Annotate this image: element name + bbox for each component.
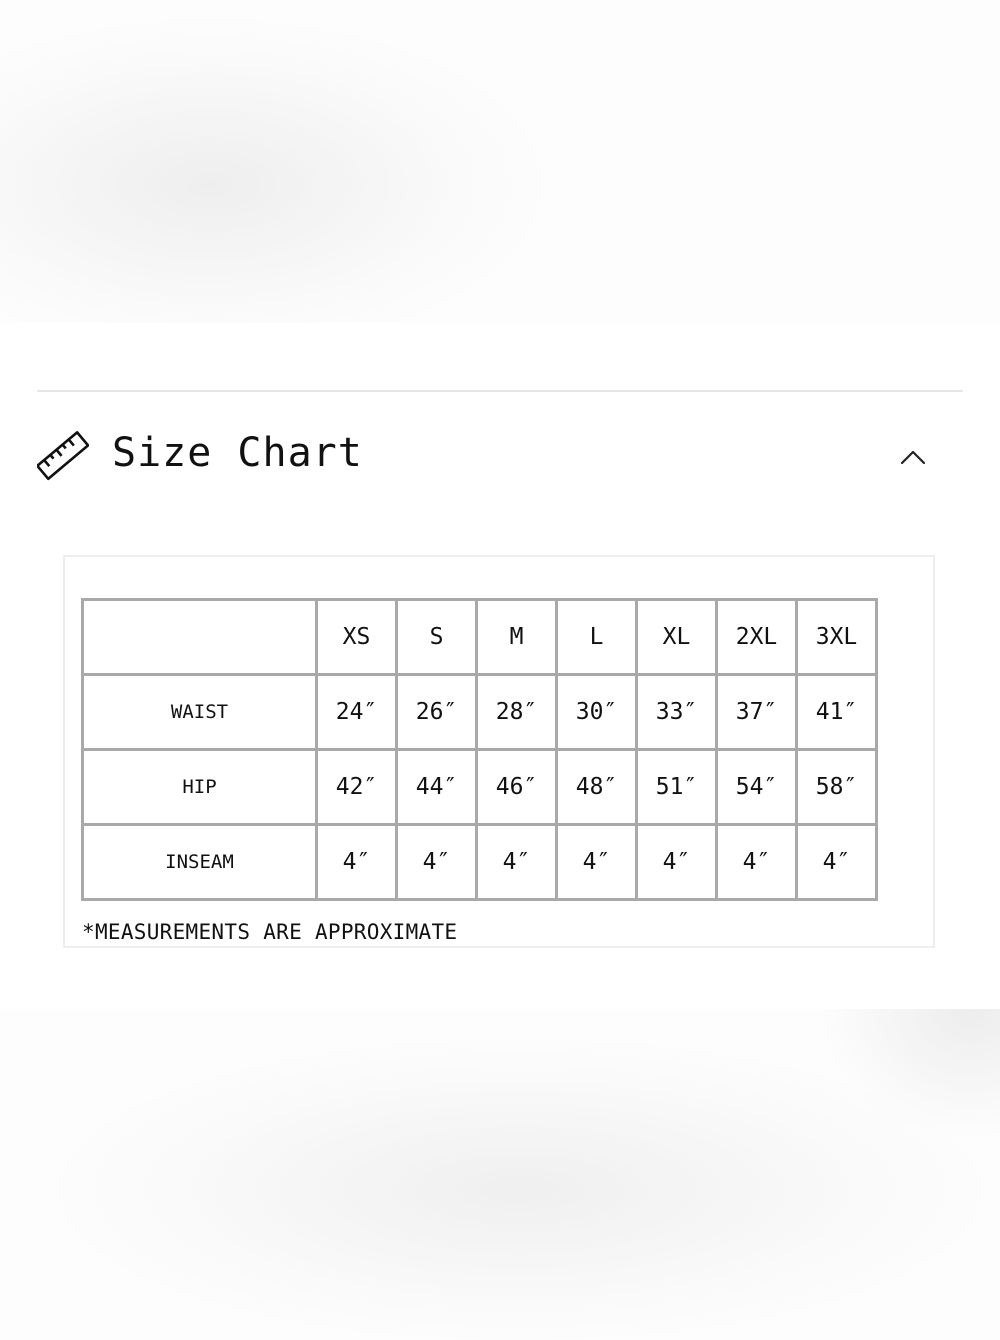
size-chart-accordion-header[interactable] [37,423,963,483]
corner-cell [83,600,317,675]
table-cell: 42″ [317,750,397,825]
table-cell: 37″ [717,675,797,750]
table-cell: 30″ [557,675,637,750]
table-cell: 24″ [317,675,397,750]
table-row-waist [83,675,877,750]
table-header-row [83,600,877,675]
chevron-up-icon[interactable] [899,447,927,467]
background-shade [0,20,540,350]
background-shade [60,1040,980,1340]
size-table-card [63,555,935,948]
table-cell: 4″ [557,825,637,900]
size-header-l: L [557,600,637,675]
table-cell: 48″ [557,750,637,825]
table-cell: 4″ [797,825,877,900]
size-header-xs: XS [317,600,397,675]
table-cell: 4″ [397,825,477,900]
table-cell: 4″ [637,825,717,900]
section-divider [37,390,963,392]
table-cell: 54″ [717,750,797,825]
row-label-inseam: INSEAM [83,825,317,900]
table-cell: 4″ [477,825,557,900]
size-header-2xl: 2XL [717,600,797,675]
table-cell: 46″ [477,750,557,825]
row-label-hip: HIP [83,750,317,825]
size-header-s: S [397,600,477,675]
table-row-inseam [83,825,877,900]
table-cell: 51″ [637,750,717,825]
size-header-xl: XL [637,600,717,675]
table-cell: 28″ [477,675,557,750]
table-cell: 26″ [397,675,477,750]
table-cell: 4″ [717,825,797,900]
size-header-m: M [477,600,557,675]
table-cell: 41″ [797,675,877,750]
size-chart-panel [0,323,1000,1009]
size-header-3xl: 3XL [797,600,877,675]
table-cell: 44″ [397,750,477,825]
row-label-waist: WAIST [83,675,317,750]
measurements-footnote: *MEASUREMENTS ARE APPROXIMATE [82,920,458,944]
size-chart-title: Size Chart [112,430,363,476]
size-table [81,598,878,901]
table-row-hip [83,750,877,825]
table-cell: 4″ [317,825,397,900]
table-cell: 33″ [637,675,717,750]
ruler-icon [37,430,89,482]
table-cell: 58″ [797,750,877,825]
